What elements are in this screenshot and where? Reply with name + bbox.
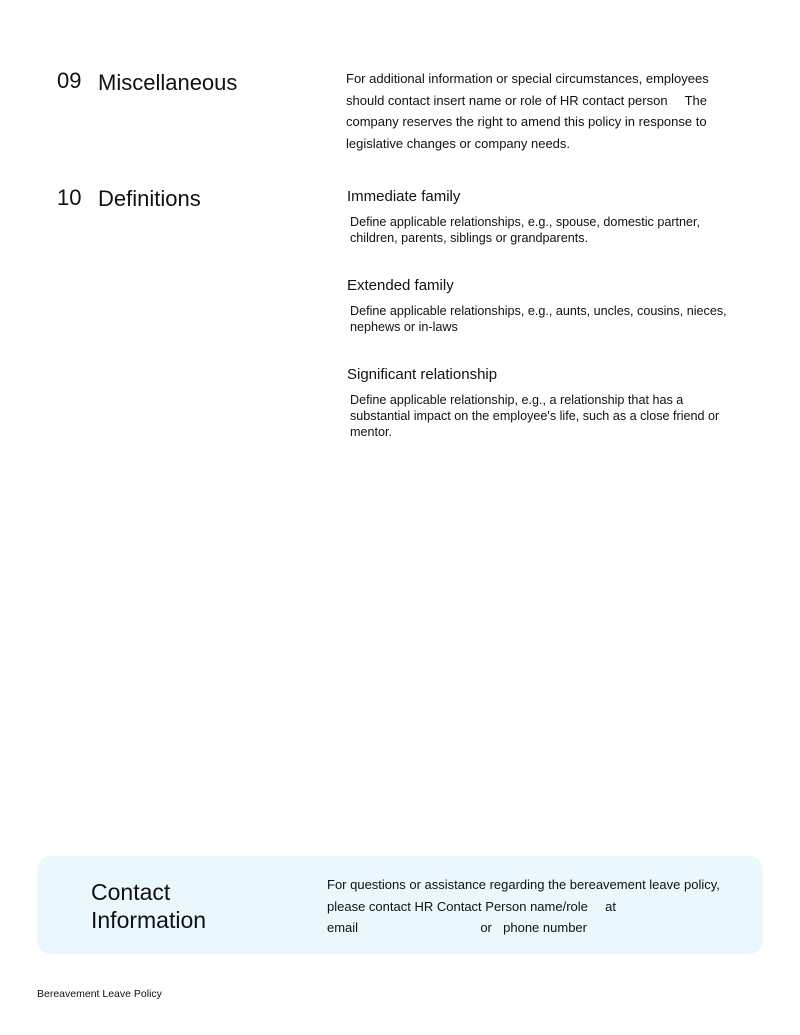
contact-at: at — [605, 898, 616, 914]
section-title: Miscellaneous — [98, 70, 238, 95]
hr-contact-placeholder: insert name or role of HR contact person — [433, 92, 668, 108]
section-body — [346, 68, 726, 154]
definition-term: Immediate family — [347, 188, 461, 205]
definition-significant-relationship — [347, 366, 747, 440]
contact-intro: For questions or assistance regarding the bereavement leave policy, please contact — [327, 877, 720, 914]
contact-information-box — [37, 856, 763, 954]
definition-term: Extended family — [347, 277, 454, 294]
contact-title: Contact Information — [91, 879, 207, 933]
email-placeholder: email — [327, 920, 359, 935]
section-title: Definitions — [98, 186, 201, 211]
footer-document-title: Bereavement Leave Policy — [37, 988, 162, 1000]
phone-placeholder: phone number — [503, 920, 587, 935]
body-text-outro: The company reserves the right to amend this policy in response to legislative changes or company needs. — [346, 92, 707, 151]
definition-text: Define applicable relationships, e.g., aunts, uncles, cousins, nieces, nephews or in-laws — [350, 304, 727, 334]
contact-text — [327, 874, 727, 939]
body-text-intro: For additional information or special circumstances, employees should contact — [346, 71, 709, 108]
definition-text: Define applicable relationships, e.g., spouse, domestic partner, children, parents, siblings or grandparents. — [350, 215, 701, 245]
hr-contact-person-placeholder: HR Contact Person name/role — [414, 898, 588, 914]
section-number: 10 — [57, 185, 82, 210]
definition-term: Significant relationship — [347, 366, 498, 383]
contact-or: or — [480, 920, 492, 935]
section-number: 09 — [57, 68, 82, 93]
definition-extended-family — [347, 277, 747, 335]
definition-text: Define applicable relationship, e.g., a relationship that has a substantial impact on the employee's life, such as a close friend or mentor. — [350, 393, 720, 439]
definition-immediate-family — [347, 188, 747, 246]
